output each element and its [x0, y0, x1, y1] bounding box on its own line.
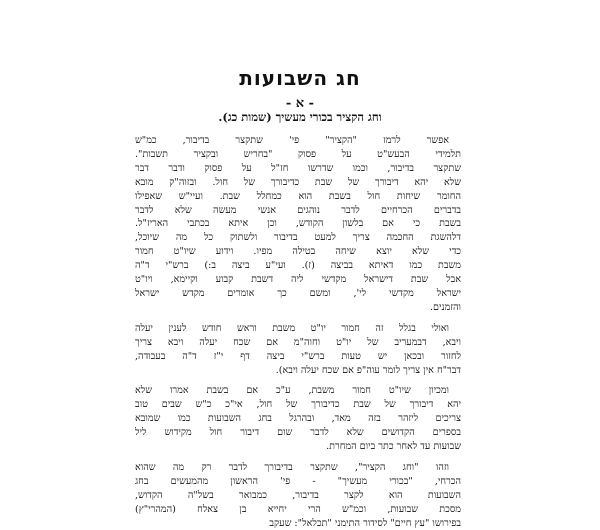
text-line: שתקצר בדיבור, וכמו שדרשו חז"ל על פסוק ודבר דבר — [135, 162, 461, 174]
text-line: ואולי בגלל זה חמור יו"ט משבת וראש חודש לענין יעלה — [135, 322, 449, 334]
paragraph — [135, 322, 471, 378]
text-line: צריכים ליזהר בזה מאד, ובהרגל בחג השבועות כמו שמובא — [135, 413, 461, 425]
text-line: החומר שיחות חול בשבת הוא כמחלל שבת. ועיי"ש שאפילו — [135, 190, 461, 202]
text-line: ומכיון שיו"ט חמור משבת, ע"כ אם בשבת אמרו שלא — [135, 385, 449, 397]
text-line: והזמנים. — [429, 301, 461, 313]
body-text — [135, 134, 471, 530]
text-line: דבר"ח אין צריך לומר עוה"פ אם שכח יעלה ויבא). — [275, 364, 461, 376]
text-line: לחזור ובכאן יש טעות ברש"י ביצה דף י"ז ד"ה בעבודה, — [135, 350, 461, 362]
paragraph — [135, 461, 471, 530]
page-title: חג השבועות — [239, 66, 361, 90]
text-line: הכרחי, "בכורי מעשיך" - פי' הראשון מהמעשים בחג — [135, 475, 461, 487]
paragraph — [135, 384, 471, 454]
text-line: השבועות הוא לקצר בדיבור, כמבואר בשל"ה הקדוש, — [135, 489, 461, 501]
text-line: ישראל מקדשי לי', ומשם כך אומרים מקדש ישראל — [135, 287, 461, 299]
text-line: שבועות עד לאחר כתר ביום המחרת. — [326, 441, 461, 453]
text-line: תלמידי הבעש"ט על פסוק "בחריש ובקציר תשבות". — [135, 148, 461, 160]
text-line: בפירושו "עץ חיים" לסידור התימני "תכלאל": שעקב — [269, 517, 461, 529]
text-line: דלהשגת החכמה צריך למעט בדיבור ולשתוק כל מה שיוכל, — [135, 232, 461, 244]
text-line: בדברים הכרחיים לדבר נוהגים אנשי מעשה שלא לדבר — [135, 204, 461, 216]
verse-heading: וחג הקציר בכורי מעשיך (שמות כג). — [218, 110, 382, 124]
text-line: שלא יהא דיבורך של שבת כדיבורך של חול. ובזוה"ק מובא — [135, 176, 461, 188]
text-line: וזהו "וחג הקציר", שתקצר בדיבורך לדבר רק מה שהוא — [135, 461, 449, 473]
section-number: - א - — [285, 96, 315, 111]
text-line: בספרים הקדושים שלא לדבר שום דיבור חול מקידוש ליל — [135, 427, 461, 439]
text-line: אבל שבת דישראל מקדשי ליה דשבת קבוע וקיימא, ויו"ט — [135, 274, 461, 286]
text-line: אפשר לרמז "הקציר" פי' שתקצר בדיבור, כמ"ש — [135, 135, 449, 146]
paragraph — [135, 134, 471, 315]
text-line: כדי שלא יוצא שיחה בטילה מפיו. וידוע שיו"ט חמור — [135, 246, 461, 258]
text-line: משבת כמו דאיתא בביצה (ז). ועי"ע ביצה ב:) ברש"י ד"ה — [135, 260, 461, 272]
text-line: בשבת כי אם בלשון הקודש, וכן איתא בכתבי האריז"ל. — [135, 218, 461, 230]
text-line: יהא דיבורך של שבת כדיבורך של חול, אי"כ כ"ש שבים טוב — [135, 399, 461, 411]
text-line: ויבא, דבמעריב של יו"ט וחוה"מ אם שכח יעלה ויבא צריך — [135, 336, 461, 348]
text-line: מסכת שבועות, וכמ"ש הרי יחייא בן צאלח (המהרי"ץ) — [135, 503, 461, 515]
